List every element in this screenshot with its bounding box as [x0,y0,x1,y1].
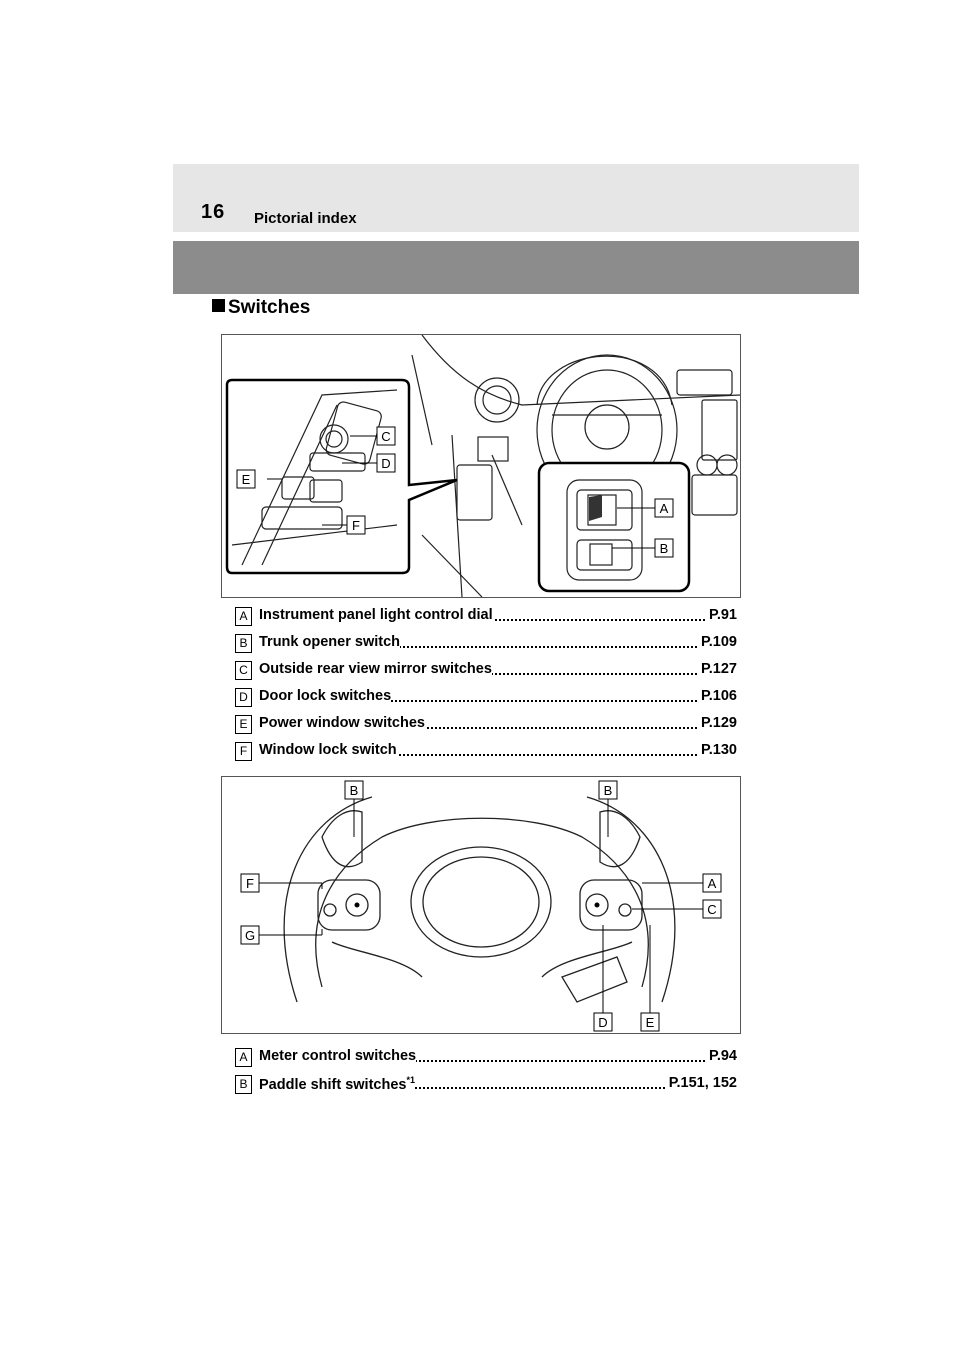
item-text: Window lock switch [259,742,397,758]
steering-wheel-drawing [222,777,740,1033]
callout-label: A [707,876,717,891]
item-text: Power window switches [259,715,425,731]
item-text: Outside rear view mirror switches [259,661,492,677]
item-letter: B [235,1075,252,1094]
callout-label: B [349,783,359,798]
callout-label: A [659,501,669,516]
callout-label: F [352,518,360,533]
item-letter: A [235,1048,252,1067]
door-switch-drawing [222,335,740,597]
callout-label: D [598,1015,608,1030]
list-item [235,714,737,736]
item-text: Instrument panel light control dial [259,607,493,623]
list-item [235,687,737,709]
list-item [235,660,737,682]
callout-label: F [246,876,254,891]
footnote-marker: *1 [406,1075,415,1085]
item-letter: B [235,634,252,653]
list-item [235,633,737,655]
item-text: Door lock switches [259,688,392,704]
section-heading: Switches [212,297,310,319]
callout-label: C [381,429,391,444]
section-title: Pictorial index [254,210,357,227]
page-header [173,164,859,232]
page-ref[interactable]: P.129 [697,715,737,731]
callout-label: E [645,1015,655,1030]
steering-wheel-illustration [221,776,741,1034]
item-letter: E [235,715,252,734]
callout-label: E [241,472,251,487]
callout-label: G [244,928,256,943]
item-letter: A [235,607,252,626]
header-band [173,241,859,294]
page-number: 16 [201,201,226,223]
callout-label: B [659,541,669,556]
item-text: Trunk opener switch [259,634,400,650]
item-text: Paddle shift switches [259,1076,407,1093]
callout-label: B [603,783,613,798]
item-letter: C [235,661,252,680]
list-item [235,606,737,628]
page-ref[interactable]: P.130 [697,742,737,758]
list-item [235,741,737,763]
page-ref[interactable]: P.109 [697,634,737,650]
list-item [235,1047,737,1069]
page-ref[interactable]: P.94 [705,1048,737,1064]
square-bullet-icon [212,299,225,312]
page-ref[interactable]: P.127 [697,661,737,677]
page-ref[interactable]: P.106 [697,688,737,704]
switches-illustration [221,334,741,598]
item-text: Meter control switches [259,1048,417,1064]
item-letter: D [235,688,252,707]
page-ref[interactable]: P.151, 152 [665,1075,737,1091]
callout-label: C [707,902,717,917]
callout-label: D [381,456,391,471]
list-item [235,1074,737,1096]
page-ref[interactable]: P.91 [705,607,737,623]
item-letter: F [235,742,252,761]
